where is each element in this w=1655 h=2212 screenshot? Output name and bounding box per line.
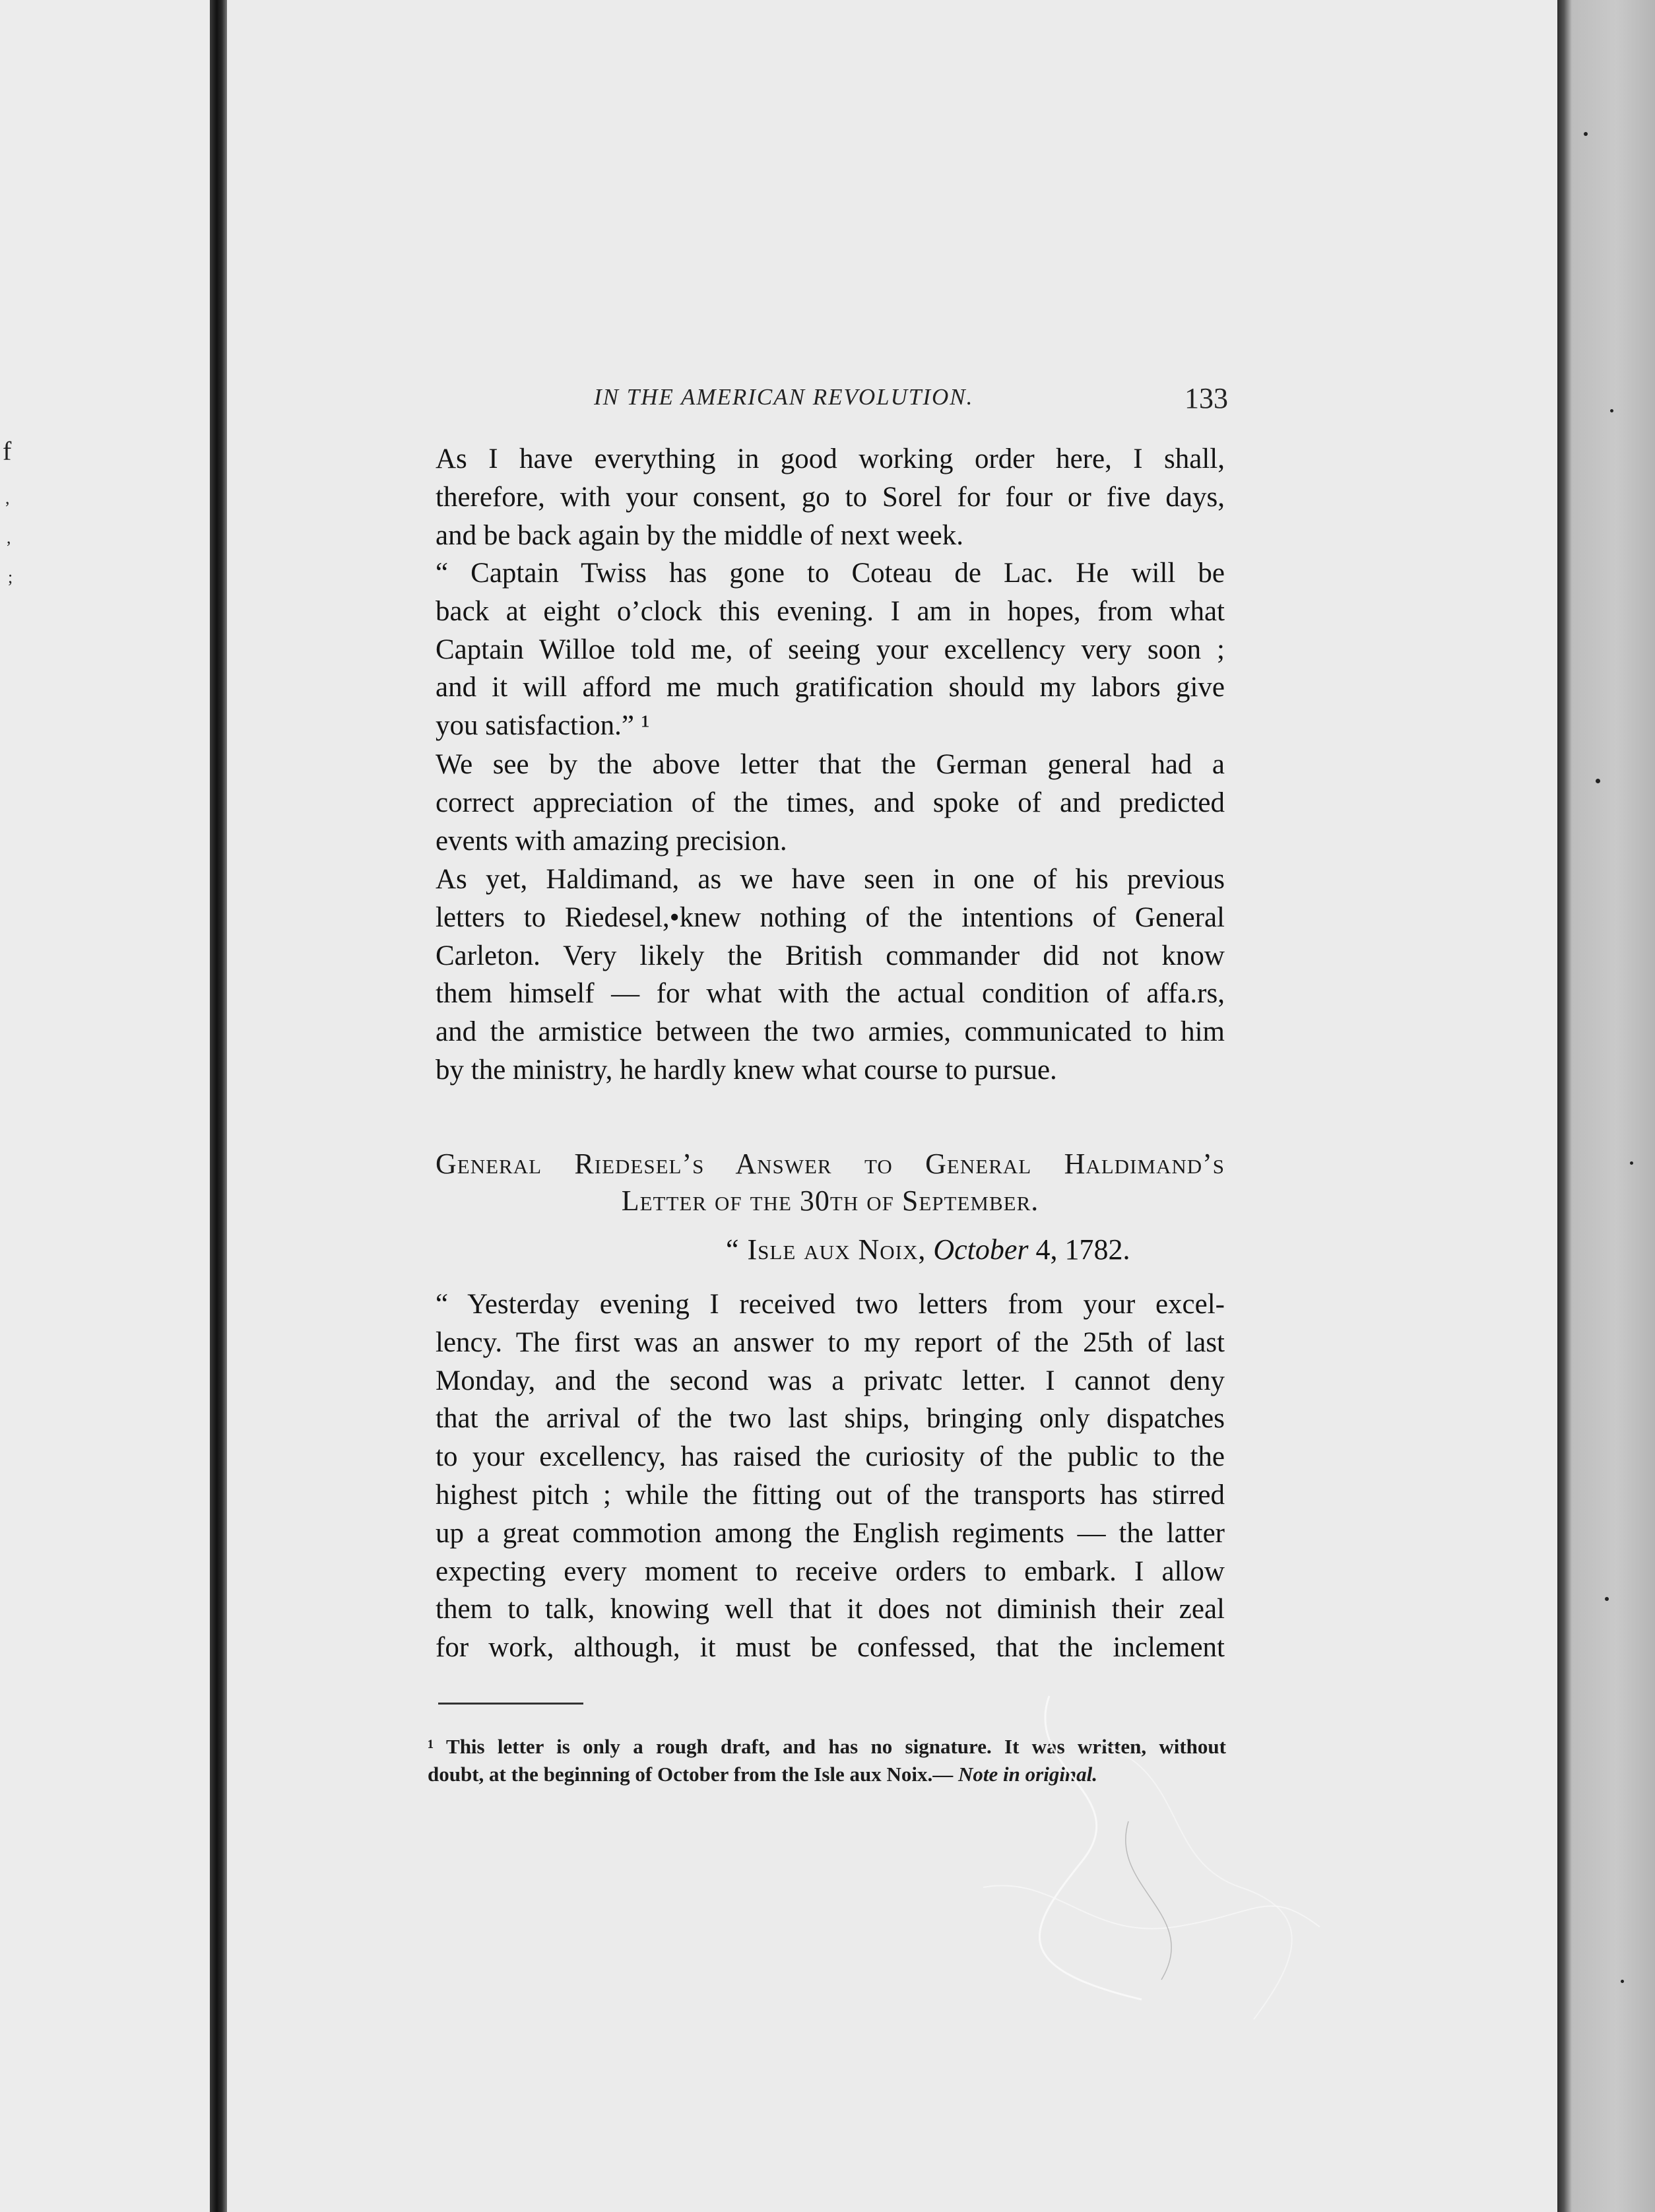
- facing-page-letter-mark: f: [3, 436, 12, 466]
- text-line: that the arrival of the two last ships, bringing only dispatches: [436, 1403, 1225, 1435]
- section-heading-line-2: Letter of the 30th of September.: [621, 1185, 1039, 1217]
- text-line: expecting every moment to receive orders to embark. I allow: [436, 1555, 1225, 1587]
- text-line: and the armistice between the two armies, communicated to him: [436, 1016, 1225, 1048]
- facing-page-margin: [0, 0, 210, 2212]
- paragraph-5: [436, 1285, 1225, 1667]
- paragraph-2: [436, 554, 1225, 745]
- page-number: 133: [1184, 382, 1228, 414]
- dateline-day-year: 4, 1782.: [1035, 1233, 1130, 1266]
- page-edge-shadow: [1557, 0, 1655, 2212]
- dateline-place: “ Isle aux Noix,: [726, 1233, 926, 1266]
- dateline-month: October: [933, 1233, 1029, 1266]
- text-line: We see by the above letter that the German general had a: [436, 749, 1225, 780]
- paragraph-3: [436, 746, 1225, 860]
- edge-speck: [1596, 779, 1600, 783]
- paragraph-4: [436, 861, 1225, 1090]
- edge-speck: [1610, 409, 1613, 412]
- paragraph-1: [436, 440, 1225, 554]
- facing-page-comma-mark: ,: [5, 488, 10, 507]
- section-heading: [436, 1146, 1225, 1220]
- text-line: As yet, Haldimand, as we have seen in one of his previous: [436, 864, 1225, 895]
- text-line: them himself — for what with the actual condition of affa.rs,: [436, 978, 1225, 1010]
- text-line: for work, although, it must be confessed, that the inclement: [436, 1632, 1225, 1664]
- text-line: lency. The first was an answer to my report of the 25th of last: [436, 1326, 1225, 1358]
- text-line: up a great commotion among the English regiments — the latter: [436, 1517, 1225, 1549]
- text-line: highest pitch ; while the fitting out of the transports has stirred: [436, 1479, 1225, 1511]
- text-line: Captain Willoe told me, of seeing your excellency very soon ;: [436, 634, 1225, 665]
- text-line: back at eight o’clock this evening. I am in hopes, from what: [436, 595, 1225, 627]
- text-line: As I have everything in good working order here, I shall,: [436, 443, 1225, 474]
- text-line: Carleton. Very likely the British commander did not know: [436, 940, 1225, 971]
- text-line: therefore, with your consent, go to Sorel for four or five days,: [436, 481, 1225, 513]
- text-line: and be back again by the middle of next week.: [436, 519, 963, 551]
- text-line: Monday, and the second was a privatc letter. I cannot deny: [436, 1365, 1225, 1396]
- edge-speck: [1621, 1980, 1624, 1983]
- footnote-line-1: ¹ This letter is only a rough draft, and has no signature. It was written, without: [428, 1735, 1226, 1758]
- edge-speck: [1605, 1597, 1609, 1601]
- running-head: IN THE AMERICAN REVOLUTION.: [594, 384, 974, 410]
- letter-dateline: [726, 1233, 1130, 1266]
- text-line: “ Yesterday evening I received two letters from your excel-: [436, 1289, 1225, 1320]
- text-line: letters to Riedesel,•knew nothing of the intentions of General: [436, 901, 1225, 933]
- section-heading-line-1: General Riedesel’s Answer to General Haldimand’s: [436, 1148, 1225, 1180]
- text-line: you satisfaction.” ¹: [436, 710, 650, 742]
- text-line: and it will afford me much gratification should my labors give: [436, 672, 1225, 703]
- facing-page-comma-mark: ,: [7, 528, 11, 547]
- text-line: by the ministry, he hardly knew what course to pursue.: [436, 1054, 1057, 1086]
- text-line: them to talk, knowing well that it does not diminish their zeal: [436, 1594, 1225, 1625]
- footnote-text: doubt, at the beginning of October from the Isle aux Noix.—: [428, 1763, 954, 1786]
- edge-speck: [1584, 132, 1588, 136]
- facing-page-dot-mark: ;: [8, 568, 13, 587]
- edge-speck: [1630, 1161, 1633, 1165]
- text-line: events with amazing precision.: [436, 825, 787, 857]
- text-line: “ Captain Twiss has gone to Coteau de Lac. He will be: [436, 558, 1225, 589]
- text-line: correct appreciation of the times, and spoke of and predicted: [436, 787, 1225, 818]
- footnote-note: Note in original.: [958, 1763, 1098, 1786]
- binding-shadow: [210, 0, 227, 2212]
- scan-fiber-artifact: [924, 1689, 1333, 2033]
- footnote-rule: [438, 1703, 583, 1705]
- text-line: to your excellency, has raised the curiosity of the public to the: [436, 1441, 1225, 1473]
